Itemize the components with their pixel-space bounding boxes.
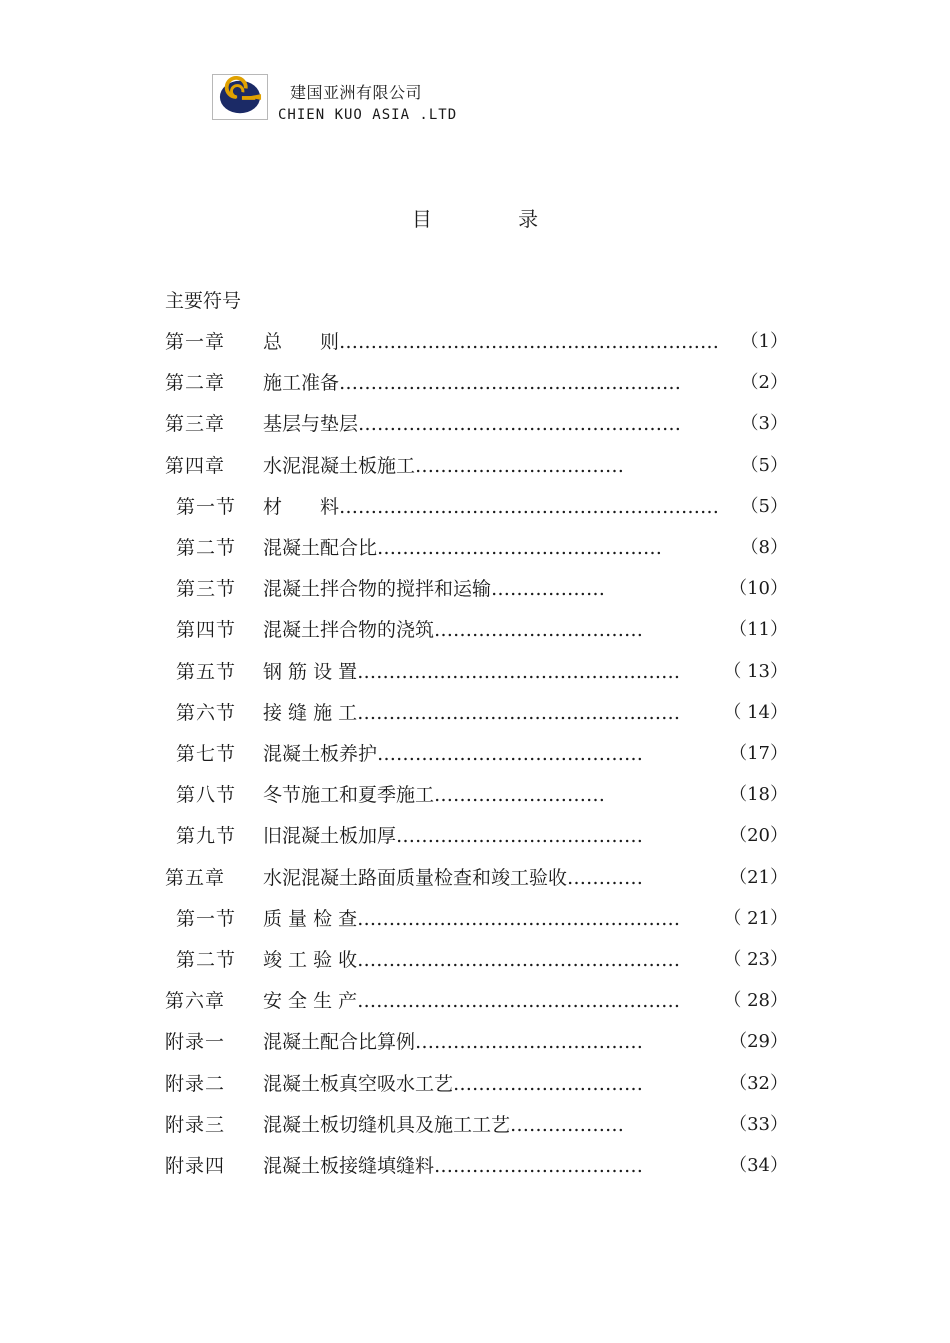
- toc-entry-leader-dots: ………………………: [434, 784, 606, 807]
- toc-entry-title: [263, 904, 680, 931]
- toc-entry-title-text: 总 则: [263, 331, 340, 353]
- company-logo-icon: [213, 75, 267, 119]
- toc-entry-title: [263, 863, 643, 890]
- toc-entry-title-text: 水泥混凝土路面质量检查和竣工验收: [263, 866, 568, 889]
- toc-entry-leader-dots: ………………………………………: [377, 537, 663, 559]
- toc-entry-label: 第七节: [176, 743, 237, 765]
- toc-entry: [0, 1027, 950, 1055]
- toc-entry: [0, 863, 950, 891]
- toc-entry-leader-dots: ……………………………………………………: [339, 331, 720, 353]
- toc-entry-title-text: 接 缝 施 工: [263, 701, 358, 724]
- toc-entry: [0, 615, 950, 643]
- toc-entry-label: 第二章: [165, 372, 226, 395]
- toc-entry-page: （17）: [729, 743, 788, 764]
- toc-entry-label: 第五节: [176, 660, 237, 683]
- toc-entry-title: [263, 1069, 643, 1096]
- toc-entry-title: [263, 698, 680, 725]
- toc-entry-title: [263, 492, 719, 519]
- toc-entry: [0, 451, 950, 479]
- toc-entry-title-text: 混凝土板接缝填缝料: [263, 1155, 435, 1177]
- toc-entry-page: （1）: [740, 331, 788, 352]
- toc-entry-leader-dots: ……………………………: [434, 1155, 644, 1177]
- toc-entry-title: [263, 1151, 643, 1178]
- toc-entry-title: [263, 615, 643, 642]
- toc-entry-label: 第六节: [176, 701, 237, 724]
- toc-entry-title: [263, 368, 681, 395]
- toc-entry-leader-dots: ……………………………: [415, 454, 625, 477]
- toc-entry-page: （34）: [729, 1155, 788, 1176]
- symbols-heading: 主要符号: [165, 290, 242, 312]
- toc-entry: [0, 1110, 950, 1138]
- toc-entry-label: 第八节: [176, 784, 237, 807]
- toc-entry-page: （11）: [729, 619, 788, 641]
- toc-entry-title-text: 混凝土配合比算例: [263, 1031, 416, 1054]
- toc-entry-page: （ 21）: [723, 907, 788, 929]
- toc-entry-leader-dots: ……………………………………………: [357, 907, 681, 930]
- toc-entry-title-text: 水泥混凝土板施工: [263, 454, 416, 477]
- toc-entry-title-text: 材 料: [263, 495, 340, 518]
- toc-entry-title-text: 旧混凝土板加厚: [263, 825, 397, 848]
- toc-entry-title-text: 冬节施工和夏季施工: [263, 784, 435, 807]
- toc-entry: [0, 698, 950, 726]
- toc-entry: [0, 492, 950, 520]
- toc-entry: [0, 904, 950, 932]
- toc-entry-page: （18）: [729, 784, 788, 806]
- toc-entry-title-text: 混凝土板养护: [263, 743, 378, 765]
- toc-entry: [0, 739, 950, 767]
- toc-entry-page: （33）: [729, 1113, 788, 1135]
- toc-entry-title: [263, 1027, 643, 1054]
- toc-entry-page: （3）: [740, 413, 788, 435]
- toc-entry-page: （5）: [740, 454, 788, 476]
- toc-entry-label: 附录四: [165, 1155, 226, 1177]
- company-name-en: CHIEN KUO ASIA .LTD: [278, 107, 458, 123]
- toc-entry-label: 第二节: [176, 537, 237, 559]
- toc-entry-title-text: 混凝土拌合物的浇筑: [263, 619, 435, 642]
- toc-entry-title: [263, 657, 680, 684]
- toc-entry-page: （ 28）: [723, 990, 788, 1012]
- toc-entry-title: [263, 533, 662, 560]
- toc-entry-page: （20）: [729, 825, 788, 847]
- toc-entry-title: [263, 945, 680, 972]
- toc-entry-label: 附录二: [165, 1072, 226, 1095]
- toc-entry-label: 第三章: [165, 413, 226, 436]
- toc-entry-label: 第五章: [165, 866, 226, 889]
- toc-entry-label: 第四节: [176, 619, 237, 642]
- toc-entry-title-text: 基层与垫层: [263, 413, 359, 436]
- toc-entry-leader-dots: ……………………………………: [377, 743, 644, 765]
- toc-entry-label: 第六章: [165, 990, 226, 1013]
- toc-entry: [0, 409, 950, 437]
- toc-entry-title-text: 钢 筋 设 置: [263, 660, 358, 683]
- toc-entry: [0, 986, 950, 1014]
- toc-entry-title: [263, 327, 719, 354]
- toc-entry-page: （8）: [740, 537, 788, 558]
- toc-entry-leader-dots: ………………………………………………: [339, 372, 682, 395]
- toc-entry-leader-dots: ……………………………………………: [357, 949, 681, 971]
- toc-entry-label: 第一节: [176, 907, 237, 930]
- toc-entry-leader-dots: ………………: [491, 578, 606, 601]
- toc-entry-leader-dots: ……………………………………………: [357, 660, 681, 683]
- toc-entry: [0, 1151, 950, 1179]
- toc-entry-title-text: 混凝土板真空吸水工艺: [263, 1072, 454, 1095]
- toc-entry-label: 第一节: [176, 495, 237, 518]
- toc-entry-page: （21）: [729, 866, 788, 888]
- toc-entry-title-text: 混凝土拌合物的搅拌和运输: [263, 578, 492, 601]
- toc-entry-leader-dots: ……………………………………………: [358, 413, 682, 436]
- toc-entry-label: 第一章: [165, 331, 226, 353]
- toc-entry-page: （5）: [740, 495, 788, 517]
- toc-entry-leader-dots: ……………………………………………………: [339, 495, 720, 518]
- toc-entry: [0, 780, 950, 808]
- toc-entry-leader-dots: ………………: [510, 1113, 625, 1136]
- toc-entry-label: 第三节: [176, 578, 237, 601]
- toc-entry-page: （2）: [740, 372, 788, 394]
- toc-entry-title: [263, 451, 624, 478]
- toc-entry: [0, 574, 950, 602]
- toc-entry-label: 第二节: [176, 949, 237, 971]
- toc-entry: [0, 821, 950, 849]
- toc-entry-page: （29）: [729, 1031, 788, 1053]
- toc-entry-leader-dots: ………………………………: [415, 1031, 644, 1054]
- toc-entry-title: [263, 1110, 624, 1137]
- toc-entry-title: [263, 409, 681, 436]
- toc-entry-page: （ 13）: [723, 660, 788, 682]
- toc-entry-label: 第四章: [165, 454, 226, 477]
- toc-entry-title-text: 质 量 检 查: [263, 907, 358, 930]
- toc-entry-leader-dots: …………: [567, 866, 644, 889]
- toc-entry-label: 附录三: [165, 1113, 226, 1136]
- toc-entry-title-text: 混凝土板切缝机具及施工工艺: [263, 1113, 511, 1136]
- toc-entry: [0, 657, 950, 685]
- toc-entry-label: 附录一: [165, 1031, 226, 1054]
- toc-entry: [0, 368, 950, 396]
- toc-entry-page: （10）: [729, 578, 788, 600]
- toc-entry-title: [263, 821, 643, 848]
- toc-entry-label: 第九节: [176, 825, 237, 848]
- toc-entry-leader-dots: ……………………………………………: [357, 701, 681, 724]
- company-name-cn: 建国亚洲有限公司: [290, 83, 423, 102]
- toc-entry: [0, 945, 950, 973]
- toc-entry-title: [263, 574, 605, 601]
- toc-entry-title: [263, 780, 605, 807]
- toc-entry-title: [263, 986, 680, 1013]
- toc-entry-leader-dots: ……………………………: [434, 619, 644, 642]
- toc-entry-page: （ 14）: [723, 701, 788, 723]
- toc-entry: [0, 533, 950, 561]
- toc-entry-title: [263, 739, 643, 766]
- toc-entry-title-text: 混凝土配合比: [263, 537, 378, 559]
- company-logo: [212, 74, 268, 120]
- toc-entry-page: （32）: [729, 1072, 788, 1094]
- toc-entry-leader-dots: ……………………………………………: [357, 990, 681, 1013]
- toc-entry-page: （ 23）: [723, 949, 788, 970]
- toc-entry-leader-dots: …………………………: [453, 1072, 644, 1095]
- toc-entry-title-text: 安 全 生 产: [263, 990, 358, 1013]
- toc-entry: [0, 327, 950, 355]
- toc-entry-title-text: 竣 工 验 收: [263, 949, 358, 971]
- toc-entry-leader-dots: …………………………………: [396, 825, 644, 848]
- toc-entry-title-text: 施工准备: [263, 372, 340, 395]
- toc-entry: [0, 1069, 950, 1097]
- page-title: 目 录: [411, 207, 579, 231]
- table-of-contents: [0, 286, 950, 1186]
